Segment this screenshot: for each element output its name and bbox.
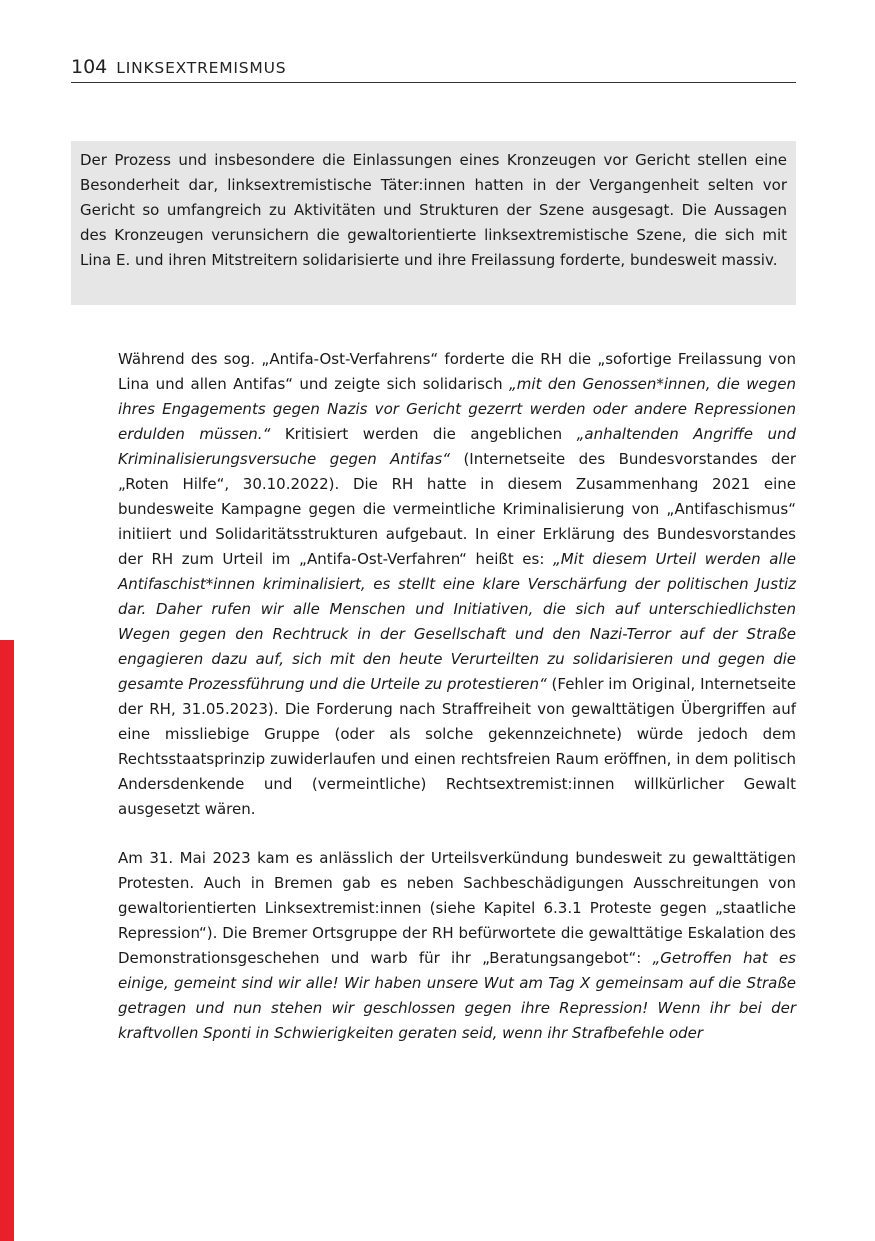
paragraph-text [118,846,796,1046]
quote-segment: „anhaltenden Angriffe und Kriminalisierungsversuche gegen Antifas“ [118,425,796,468]
body-paragraph-2 [118,846,796,1046]
text-segment: Kritisiert werden die angeblichen [270,425,577,443]
summary-text: Der Prozess und insbesondere die Einlassungen eines Kronzeugen vor Gericht stellen eine Besonderheit dar, linksextremistische Täter:innen hatten in der Vergangenheit selten vor Gericht so umfangreich zu Aktivitäten und Strukturen der Szene ausgesagt. Die Aussagen des Kronzeugen verunsichern die gewaltorientierte linksextremistische Szene, die sich mit Lina E. und ihren Mitstreitern solidarisierte und ihre Freilassung forderte, bundesweit massiv. [80,151,787,269]
section-title: LINKSEXTREMISMUS [116,59,287,77]
quote-segment: „Mit diesem Urteil werden alle Antifaschist*innen kriminalisiert, es stellt eine klare Verschärfung der politischen Justiz dar. Daher rufen wir alle Menschen und Initiativen, die sich auf unterschiedlichsten Wegen gegen den Rechtruck in der Gesellschaft und den Nazi-Terror auf der Straße engagieren dazu auf, sich mit den heute Verurteilten zu solidarisieren und gegen die gesamte Prozessführung und die Urteile zu protestieren“ [118,550,796,693]
text-segment: (Internetseite des Bundesvorstandes der „Roten Hilfe“, 30.10.2022). Die RH hatte in diesem Zusammenhang 2021 eine bundesweite Kampagne gegen die vermeintliche Kriminalisierung von „Antifaschismus“ initiiert und Solidaritätsstrukturen aufgebaut. In einer Erklärung des Bundesvorstandes der RH zum Urteil im „Antifa-Ost-Verfahren“ heißt es: [118,450,796,568]
page-number: 104 [71,56,108,78]
chapter-margin-bar [0,640,14,1241]
text-segment: Während des sog. „Antifa-Ost-Verfahrens“ forderte die RH die „sofortige Freilassung von Lina und allen Antifas“ und zeigte sich solidarisch [118,350,796,393]
page-header [71,56,796,83]
text-segment: Am 31. Mai 2023 kam es anlässlich der Urteilsverkündung bundesweit zu gewalttätigen Protesten. Auch in Bremen gab es neben Sachbeschädigungen Ausschreitungen von gewaltorientierten Linksextremist:innen (siehe Kapitel 6.3.1 Proteste gegen „staatliche Repression“). Die Bremer Ortsgruppe der RH befürwortete die gewalttätige Eskalation des Demonstrationsgeschehen und warb für ihr „Beratungsangebot“: [118,849,796,967]
summary-box [71,141,796,305]
quote-segment: „Getroffen hat es einige, gemeint sind wir alle! Wir haben unsere Wut am Tag X gemeinsam auf die Straße getragen und nun stehen wir geschlossen gegen ihre Repression! Wenn ihr bei der kraftvollen Sponti in Schwierigkeiten geraten seid, wenn ihr Strafbefehle oder [118,949,796,1042]
paragraph-text [118,347,796,822]
text-segment: (Fehler im Original, Internetseite der RH, 31.05.2023). Die Forderung nach Straffreiheit von gewalttätigen Übergriffen auf eine missliebige Gruppe (oder als solche gekennzeichnete) würde jedoch dem Rechtsstaatsprinzip zuwiderlaufen und einen rechtsfreien Raum eröffnen, in dem politisch Andersdenkende und (vermeintliche) Rechtsextremist:innen willkürlicher Gewalt ausgesetzt wären. [118,675,796,818]
body-paragraph-1 [118,347,796,822]
quote-segment: „mit den Genossen*innen, die wegen ihres Engagements gegen Nazis vor Gericht gezerrt werden oder andere Repressionen erdulden müssen.“ [118,375,796,443]
